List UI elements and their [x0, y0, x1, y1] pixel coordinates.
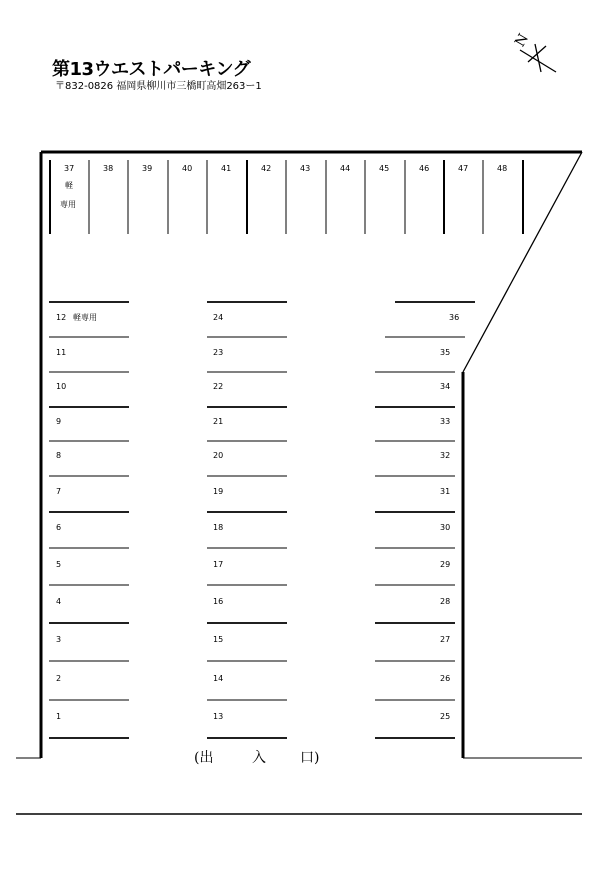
right-stall-number: 33: [440, 417, 451, 426]
top-stall-number: 44: [340, 164, 351, 173]
top-stall-number: 42: [261, 164, 272, 173]
top-stall-number: 38: [103, 164, 114, 173]
left-stall-number: 3: [56, 635, 62, 644]
mid-stall-number: 24: [213, 313, 224, 322]
stalls: [49, 160, 523, 738]
mid-stall-number: 23: [213, 348, 224, 357]
mid-stall-number: 13: [213, 712, 224, 721]
mid-stall-number: 18: [213, 523, 224, 532]
right-stall-number: 25: [440, 712, 451, 721]
north-arrow-icon: [512, 31, 556, 72]
mid-stall-number: 22: [213, 382, 224, 391]
right-stall-number: 29: [440, 560, 451, 569]
right-stall-number: 28: [440, 597, 451, 606]
right-stall-number: 32: [440, 451, 451, 460]
top-stall-number: 39: [142, 164, 153, 173]
top-stall-number: 43: [300, 164, 311, 173]
mid-stall-number: 21: [213, 417, 224, 426]
top-stall-number: 40: [182, 164, 193, 173]
right-stall-number: 27: [440, 635, 451, 644]
top-stall-number: 46: [419, 164, 430, 173]
top-stall-number: 41: [221, 164, 232, 173]
top-stall-number: 47: [458, 164, 469, 173]
mid-stall-number: 14: [213, 674, 224, 683]
mid-stall-number: 16: [213, 597, 224, 606]
kei-senyo-label-12: 軽専用: [73, 313, 97, 322]
entrance-left: (出: [194, 750, 214, 766]
right-stall-number: 30: [440, 523, 451, 532]
left-stall-number: 2: [56, 674, 62, 683]
right-stall-number: 34: [440, 382, 451, 391]
left-stall-number: 9: [56, 417, 62, 426]
left-stall-number: 5: [56, 560, 62, 569]
left-stall-number: 12: [56, 313, 67, 322]
left-stall-number: 10: [56, 382, 67, 391]
left-stall-number: 7: [56, 487, 62, 496]
left-stall-number: 4: [56, 597, 62, 606]
kei-label: 軽: [65, 181, 73, 190]
right-stall-number: 36: [449, 313, 460, 322]
stall-labels: [56, 164, 507, 721]
mid-stall-number: 15: [213, 635, 224, 644]
entrance-right: 口): [300, 750, 320, 766]
right-stall-number: 31: [440, 487, 451, 496]
entrance-mid: 入: [252, 750, 266, 766]
top-stall-number: 48: [497, 164, 508, 173]
address: 〒832-0826 福岡県柳川市三橋町高畑263ー1: [55, 81, 262, 92]
right-stall-number: 26: [440, 674, 451, 683]
left-stall-number: 11: [56, 348, 67, 357]
left-stall-number: 1: [56, 712, 62, 721]
left-stall-number: 6: [56, 523, 62, 532]
page-title: 第13ウエストパーキング: [52, 59, 251, 80]
left-stall-number: 8: [56, 451, 62, 460]
top-stall-number: 37: [64, 164, 75, 173]
kei-senyo-label: 専用: [60, 200, 76, 209]
right-stall-number: 35: [440, 348, 451, 357]
mid-stall-number: 20: [213, 451, 224, 460]
north-label: N: [512, 31, 533, 50]
top-stall-number: 45: [379, 164, 390, 173]
lot-boundary: [16, 152, 582, 814]
mid-stall-number: 19: [213, 487, 224, 496]
mid-stall-number: 17: [213, 560, 224, 569]
